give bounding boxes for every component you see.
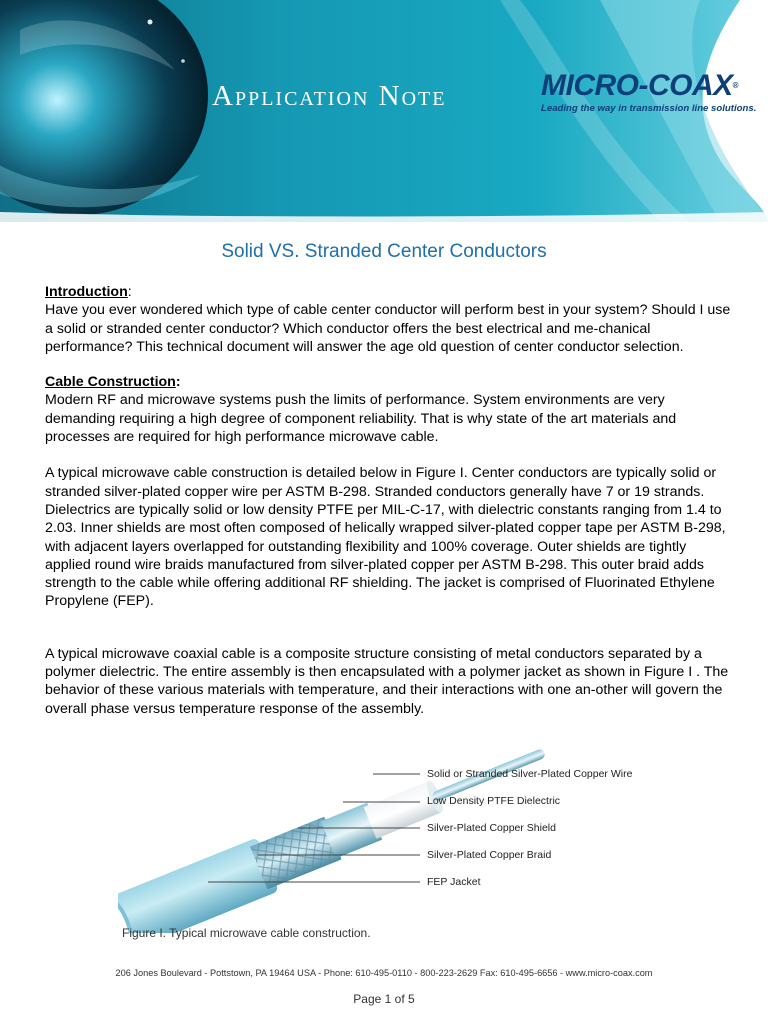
construction-colon: : [175,374,181,391]
label-braid: Silver-Plated Copper Braid [427,849,552,861]
construction-paragraph-2: A typical microwave cable construction is detailed below in Figure I. Center conductors are typically solid or stranded silver-plated copper wire per ASTM B-298. Stranded conductors generally have 7 or 19 strands. Dielectrics are typically solid or low density PTFE per MIL-C-17, with dielectric constants ranging from 1.4 to 2.03. Inner shields are most often composed of helically wrapped silver-plated copper tape per ASTM B-298, with adjacent layers overlapped for outstanding flexibility and 100% coverage. Outer shields are tightly applied round wire braids manufactured from silver-plated copper per ASTM B-298. This outer braid adds strength to the cable while offering additional RF shielding. The jacket is comprised of Fluorinated Ethylene Propylene (FEP). [45,465,726,610]
label-shield: Silver-Plated Copper Shield [427,822,556,834]
footer-address: 206 Jones Boulevard - Pottstown, PA 19464 USA - Phone: 610-495-0110 - 800-223-2629 Fax: 610-495-6656 - www.micro-coax.com [115,968,653,978]
label-jacket: FEP Jacket [427,876,481,888]
construction-heading: Cable Construction [45,374,176,391]
label-dielectric: Low Density PTFE Dielectric [427,795,561,807]
construction-paragraph-3: A typical microwave coaxial cable is a composite structure consisting of metal conductors separated by a polymer dielectric. The entire assembly is then encapsulated with a polymer jacket as shown in Figure I . The behavior of these various materials with temperature, and their interactions with one an-other will govern the overall phase versus temperature response of the assembly. [45,645,729,717]
document-title: Solid VS. Stranded Center Conductors [221,241,547,262]
construction-paragraph-1: Modern RF and microwave systems push the limits of performance. System environments are very demanding requiring a high degree of component reliability. That is why state of the art materials and processes are required for high performance microwave cable. [45,392,677,446]
logo-text: MICRO-COAX [541,69,733,102]
figure-caption: Figure I. Typical microwave cable construction. [122,926,371,940]
intro-heading: Introduction [45,284,128,300]
intro-colon: : [127,284,132,300]
construction-heading-line [45,373,735,391]
label-center-conductor: Solid or Stranded Silver-Plated Copper Wire [427,768,633,780]
logo-tagline: Leading the way in transmission line solutions. [541,103,757,114]
intro-heading-line [45,283,735,301]
document-body [45,283,735,718]
cable-figure [118,748,658,933]
registered-mark: ® [732,81,739,90]
header-banner [0,0,768,222]
company-logo [541,69,757,114]
banner-title: Application Note [212,80,447,112]
page-number: Page 1 of 5 [353,992,415,1006]
intro-paragraph: Have you ever wondered which type of cable center conductor will perform best in your system? Should I use a solid or stranded center conductor? Which conductor offers the best electrical and me-chanical performance? This technical document will answer the age old question of center conductor selection. [45,302,731,355]
